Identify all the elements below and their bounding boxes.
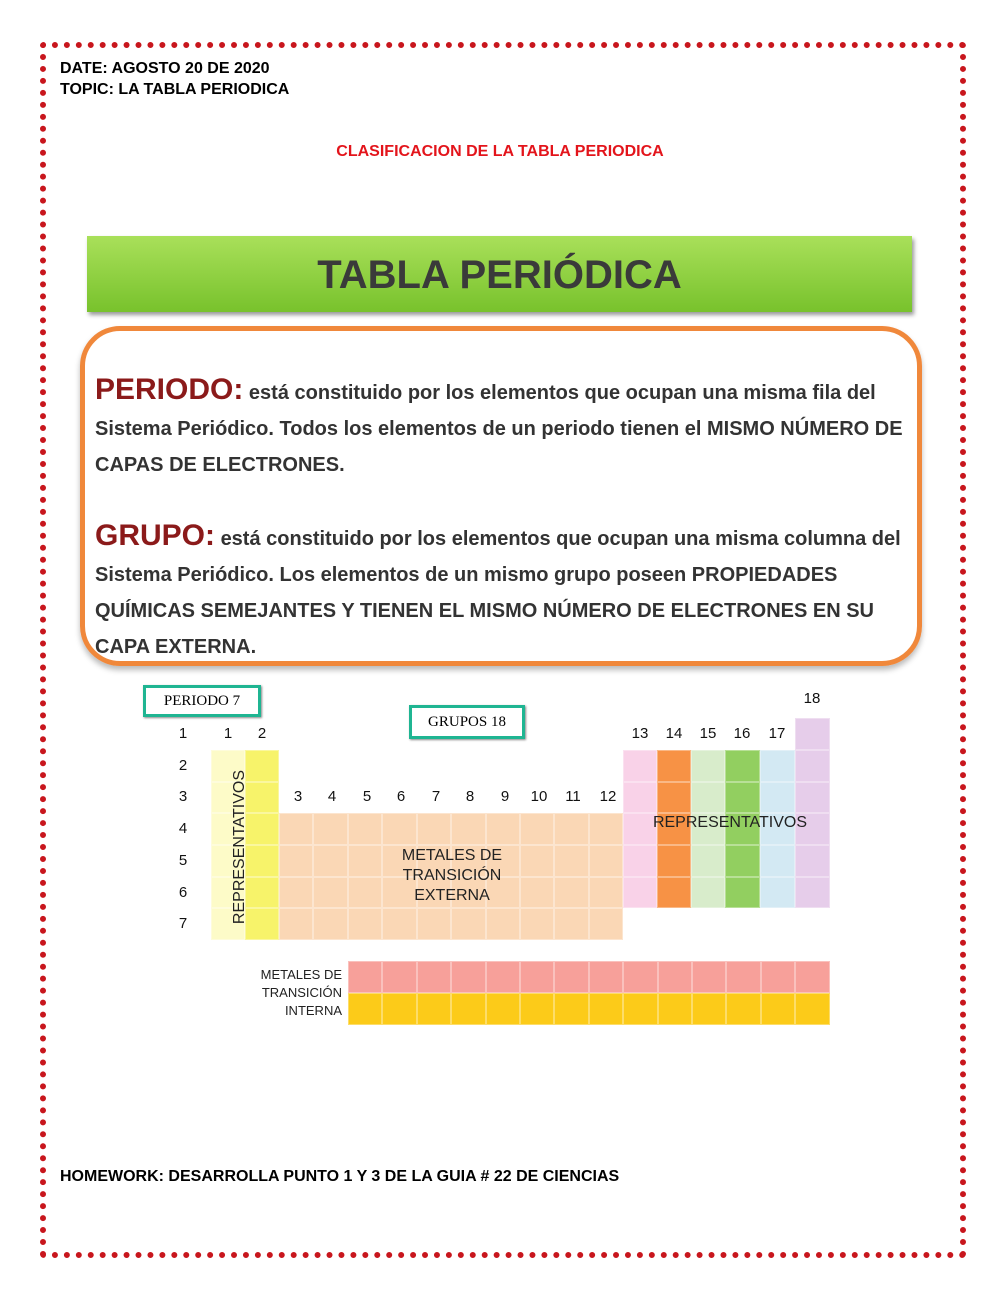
element-cell — [245, 782, 279, 813]
actinide-cell — [795, 993, 829, 1025]
periodo-definition — [95, 372, 907, 483]
element-cell — [554, 877, 589, 908]
period-number: 1 — [178, 725, 188, 742]
group-number: 18 — [803, 690, 821, 707]
group-number: 11 — [565, 788, 581, 805]
lanthanide-cell — [348, 961, 382, 993]
group-number: 6 — [396, 788, 406, 805]
group-number: 15 — [699, 725, 717, 742]
element-cell — [486, 908, 520, 940]
element-cell — [623, 750, 657, 782]
group-number: 7 — [431, 788, 441, 805]
period-number: 2 — [178, 757, 188, 774]
element-cell — [760, 877, 795, 908]
transicion-interna-label: METALES DE TRANSICIÓN INTERNA — [260, 967, 342, 1018]
lanthanide-cell — [382, 961, 416, 993]
element-cell — [313, 845, 348, 877]
group-number: 14 — [665, 725, 683, 742]
element-cell — [486, 813, 520, 845]
element-cell — [795, 877, 830, 908]
element-cell — [520, 908, 554, 940]
element-cell — [417, 908, 451, 940]
periodo-text: está constituido por los elementos que ocupan una misma fila del Sistema Periódico. Todos los elementos de un periodo tienen el MISMO NÚMERO DE CAPAS DE ELECTRONES. — [95, 382, 903, 476]
representativos-right-label: REPRESENTATIVOS — [652, 814, 808, 831]
lanthanide-cell — [520, 961, 554, 993]
element-cell — [760, 750, 795, 782]
element-cell — [279, 877, 313, 908]
element-cell — [417, 813, 451, 845]
element-cell — [245, 877, 279, 908]
actinide-cell — [417, 993, 451, 1025]
period-number: 7 — [178, 915, 188, 932]
transicion-externa-label: METALES DE TRANSICIÓN EXTERNA — [401, 847, 503, 904]
lanthanide-cell — [451, 961, 485, 993]
homework-line: HOMEWORK: DESARROLLA PUNTO 1 Y 3 DE LA GUIA # 22 DE CIENCIAS — [60, 1168, 620, 1185]
element-cell — [279, 908, 313, 940]
actinide-cell — [589, 993, 623, 1025]
lanthanide-cell — [726, 961, 760, 993]
group-number: 12 — [599, 788, 617, 805]
period-number: 3 — [178, 788, 188, 805]
element-cell — [795, 782, 830, 813]
element-cell — [279, 813, 313, 845]
periodo-term: PERIODO: — [95, 373, 244, 406]
group-number: 17 — [768, 725, 786, 742]
element-cell — [691, 782, 725, 813]
group-number: 13 — [631, 725, 649, 742]
group-number: 5 — [362, 788, 372, 805]
element-cell — [623, 877, 657, 908]
group-number: 3 — [293, 788, 303, 805]
element-cell — [760, 845, 795, 877]
element-cell — [245, 845, 279, 877]
element-cell — [589, 813, 623, 845]
actinide-cell — [726, 993, 760, 1025]
lanthanide-cell — [658, 961, 692, 993]
element-cell — [657, 845, 691, 877]
element-cell — [313, 877, 348, 908]
group-number: 2 — [257, 725, 267, 742]
element-cell — [451, 908, 486, 940]
element-cell — [589, 877, 623, 908]
group-number: 16 — [733, 725, 751, 742]
element-cell — [279, 845, 313, 877]
element-cell — [589, 908, 623, 940]
period-number: 6 — [178, 884, 188, 901]
topic-line: TOPIC: LA TABLA PERIODICA — [60, 81, 290, 98]
group-number: 10 — [530, 788, 548, 805]
element-cell — [382, 813, 417, 845]
group-number: 8 — [465, 788, 475, 805]
group-number: 1 — [223, 725, 233, 742]
element-cell — [657, 877, 691, 908]
actinide-cell — [554, 993, 588, 1025]
grupo-term: GRUPO: — [95, 519, 215, 552]
element-cell — [657, 782, 691, 813]
element-cell — [382, 908, 417, 940]
actinide-cell — [382, 993, 416, 1025]
element-cell — [725, 845, 760, 877]
group-number: 9 — [500, 788, 510, 805]
element-cell — [245, 750, 279, 782]
element-cell — [520, 813, 554, 845]
element-cell — [691, 845, 725, 877]
actinide-cell — [692, 993, 726, 1025]
lanthanide-cell — [795, 961, 829, 993]
lanthanide-cell — [761, 961, 795, 993]
element-cell — [554, 908, 589, 940]
element-cell — [623, 845, 657, 877]
element-cell — [451, 813, 486, 845]
element-cell — [725, 750, 760, 782]
grupo-text: está constituido por los elementos que ocupan una misma columna del Sistema Periódico. Los elementos de un mismo grupo poseen PROPIEDADES QUÍMICAS SEMEJANTES Y TIENEN EL MISMO NÚMERO DE ELECTRONES EN SU CAPA EXTERNA. — [95, 528, 901, 658]
actinide-cell — [520, 993, 554, 1025]
lanthanide-cell — [554, 961, 588, 993]
element-cell — [245, 813, 279, 845]
actinide-cell — [623, 993, 657, 1025]
actinide-cell — [658, 993, 692, 1025]
element-cell — [348, 908, 382, 940]
element-cell — [795, 845, 830, 877]
lanthanide-cell — [417, 961, 451, 993]
actinide-cell — [451, 993, 485, 1025]
actinide-cell — [486, 993, 520, 1025]
element-cell — [691, 877, 725, 908]
element-cell — [348, 813, 382, 845]
lanthanide-cell — [623, 961, 657, 993]
subtitle: CLASIFICACION DE LA TABLA PERIODICA — [336, 143, 664, 160]
lanthanide-cell — [486, 961, 520, 993]
element-cell — [313, 813, 348, 845]
element-cell — [313, 908, 348, 940]
element-cell — [725, 782, 760, 813]
element-cell — [657, 750, 691, 782]
banner-title: TABLA PERIÓDICA — [87, 236, 912, 312]
period-number: 4 — [178, 820, 188, 837]
grupos-tag: GRUPOS 18 — [409, 705, 525, 739]
representativos-left-label: REPRESENTATIVOS — [231, 769, 248, 925]
element-cell — [554, 813, 589, 845]
lanthanide-cell — [589, 961, 623, 993]
element-cell — [691, 750, 725, 782]
element-cell — [589, 845, 623, 877]
element-cell — [725, 877, 760, 908]
grupo-definition — [95, 518, 907, 665]
period-number: 5 — [178, 852, 188, 869]
element-cell — [245, 908, 279, 940]
actinide-cell — [761, 993, 795, 1025]
element-cell — [795, 750, 830, 782]
date-line: DATE: AGOSTO 20 DE 2020 — [60, 60, 270, 77]
lanthanide-cell — [692, 961, 726, 993]
actinide-cell — [348, 993, 382, 1025]
element-cell — [554, 845, 589, 877]
periodo-tag: PERIODO 7 — [143, 685, 261, 717]
element-cell — [795, 718, 830, 750]
element-cell — [623, 782, 657, 813]
group-number: 4 — [327, 788, 337, 805]
element-cell — [760, 782, 795, 813]
